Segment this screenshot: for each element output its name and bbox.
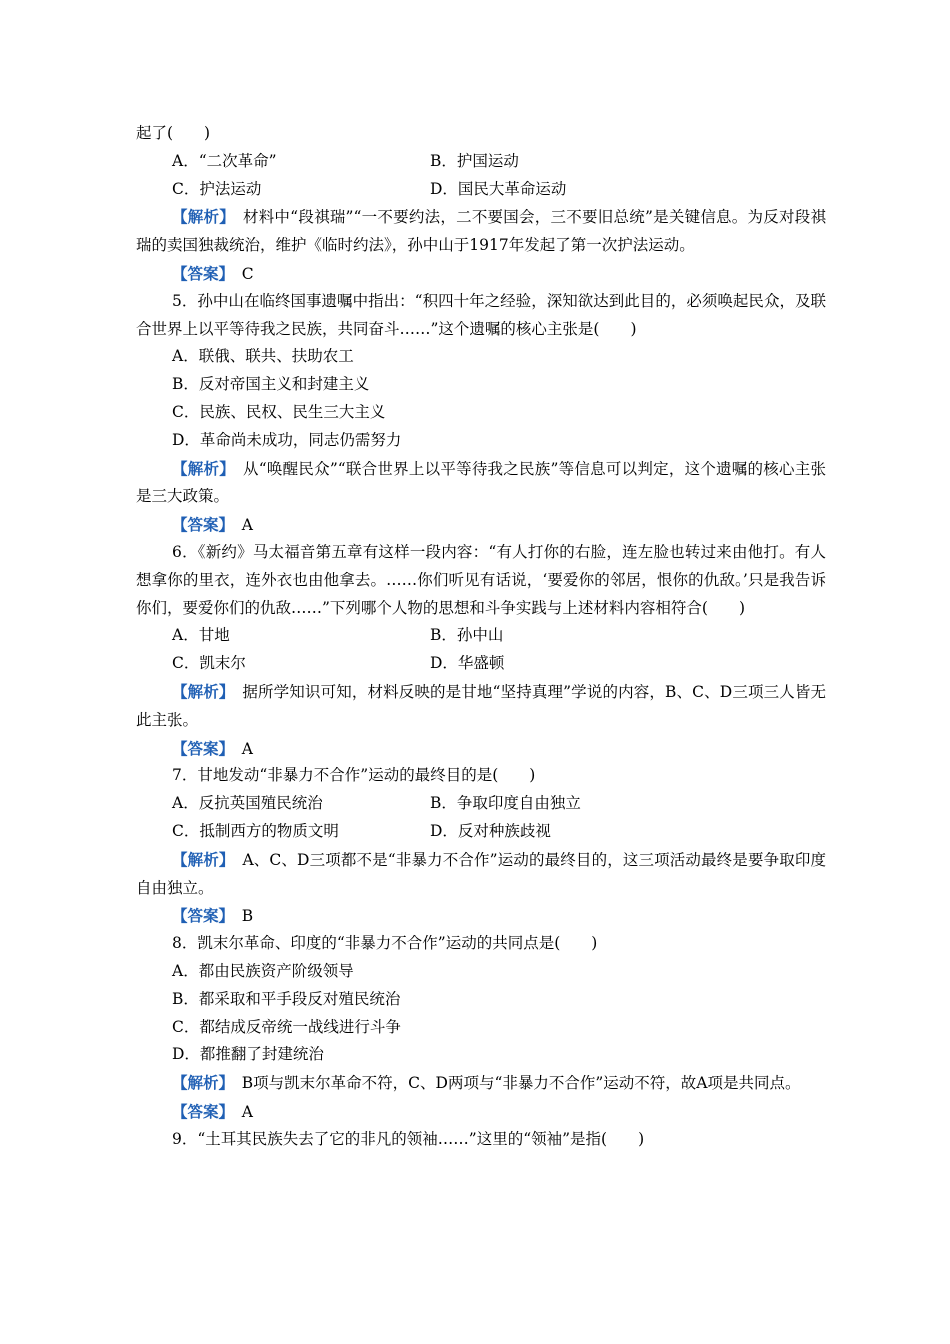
- q8-analysis: [136, 1069, 826, 1098]
- q6-option-d: D．华盛顿: [430, 654, 505, 673]
- q5-stem: 5．孙中山在临终国事遗嘱中指出：“积四十年之经验，深知欲达到此目的，必须唤起民众，及联合世界上以平等待我之民族，共同奋斗……”这个遗嘱的核心主张是( ): [136, 291, 826, 338]
- q6-answer: [136, 735, 826, 763]
- q7-option-d: D．反对种族歧视: [430, 821, 551, 840]
- q7-options-row-2: [136, 818, 826, 846]
- q5-option-b: B．反对帝国主义和封建主义: [172, 375, 370, 394]
- q6-stem: 6．《新约》马太福音第五章有这样一段内容：“有人打你的右脸，连左脸也转过来由他打。有人想拿你的里衣，连外衣也由他拿去。……你们听见有话说，‘要爱你的邻居，恨你的仇敌。’只是我告诉你们，要爱你们的仇敌……”下列哪个人物的思想和斗争实践与上述材料内容相符合( ): [136, 542, 826, 617]
- document-page: [136, 120, 826, 1153]
- q8-stem: 8．凯末尔革命、印度的“非暴力不合作”运动的共同点是( ): [172, 934, 598, 953]
- q4-option-d: D．国民大革命运动: [430, 179, 567, 198]
- q7-analysis-tag: 【解析】: [172, 849, 227, 869]
- q5-answer: [136, 511, 826, 539]
- q7-answer-text: B: [226, 907, 254, 926]
- q8-option-a: A．都由民族资产阶级领导: [172, 961, 354, 980]
- q4-option-c: C．护法运动: [172, 179, 262, 198]
- q5-answer-text: A: [226, 516, 253, 535]
- q6-options-row-1: [136, 622, 826, 650]
- q6-answer-text: A: [226, 739, 253, 758]
- q8-answer-tag: 【答案】: [172, 1101, 227, 1121]
- q6-option-b: B．孙中山: [430, 626, 504, 645]
- q7-analysis: [136, 846, 826, 903]
- q4-option-b: B．护国运动: [430, 151, 519, 170]
- q5-option-a: A．联俄、联共、扶助农工: [172, 347, 354, 366]
- q8-analysis-tag: 【解析】: [172, 1073, 227, 1093]
- q7-answer: [136, 902, 826, 930]
- q4-answer-tag: 【答案】: [172, 263, 227, 283]
- q8-analysis-text: B项与凯末尔革命不符，C、D两项与“非暴力不合作”运动不符，故A项是共同点。: [226, 1074, 801, 1093]
- q7-option-b: B．争取印度自由独立: [430, 794, 581, 813]
- q4-analysis-text: 材料中“段祺瑞”“一不要约法，二不要国会，三不要旧总统”是关键信息。为反对段祺瑞的卖国独裁统治，维护《临时约法》，孙中山于1917年发起了第一次护法运动。: [136, 208, 826, 255]
- q5-option-c: C．民族、民权、民生三大主义: [172, 402, 386, 421]
- q7-answer-tag: 【答案】: [172, 906, 227, 926]
- q8-option-b: B．都采取和平手段反对殖民统治: [172, 989, 401, 1008]
- q8-option-d: D．都推翻了封建统治: [172, 1045, 324, 1064]
- q4-stem-tail: 起了( ): [136, 124, 211, 142]
- q4-analysis-tag: 【解析】: [172, 207, 228, 227]
- q7-option-c: C．抵制西方的物质文明: [172, 821, 339, 840]
- q6-option-a: A．甘地: [172, 626, 230, 645]
- q5-analysis-tag: 【解析】: [172, 458, 228, 478]
- q7-analysis-text: A、C、D三项都不是“非暴力不合作”运动的最终目的，这三项活动最终是要争取印度自由独立。: [136, 850, 826, 897]
- q4-options-row-2: [136, 176, 826, 204]
- q7-option-a: A．反抗英国殖民统治: [172, 794, 323, 813]
- q8-option-c: C．都结成反帝统一战线进行斗争: [172, 1017, 401, 1036]
- q5-analysis: [136, 455, 826, 512]
- q9-stem: 9．“土耳其民族失去了它的非凡的领袖……”这里的“领袖”是指( ): [172, 1129, 645, 1148]
- q6-answer-tag: 【答案】: [172, 738, 227, 758]
- q6-analysis: [136, 678, 826, 735]
- q8-answer-text: A: [226, 1102, 253, 1121]
- q4-option-a: A．“二次革命”: [172, 151, 277, 170]
- q4-analysis: [136, 203, 826, 260]
- q7-stem: 7．甘地发动“非暴力不合作”运动的最终目的是( ): [172, 766, 536, 785]
- q7-options-row-1: [136, 790, 826, 818]
- q4-answer-text: C: [226, 264, 254, 283]
- q8-answer: [136, 1098, 826, 1126]
- q5-option-d: D．革命尚未成功，同志仍需努力: [172, 430, 402, 449]
- q5-analysis-text: 从“唤醒民众”“联合世界上以平等待我之民族”等信息可以判定，这个遗嘱的核心主张是三大政策。: [136, 459, 826, 506]
- q6-analysis-text: 据所学知识可知，材料反映的是甘地“坚持真理”学说的内容，B、C、D三项三人皆无此主张。: [136, 682, 826, 729]
- q4-answer: [136, 260, 826, 288]
- q4-options-row-1: [136, 148, 826, 176]
- q6-options-row-2: [136, 650, 826, 678]
- q5-answer-tag: 【答案】: [172, 515, 227, 535]
- q6-analysis-tag: 【解析】: [172, 681, 227, 701]
- q6-option-c: C．凯末尔: [172, 654, 246, 673]
